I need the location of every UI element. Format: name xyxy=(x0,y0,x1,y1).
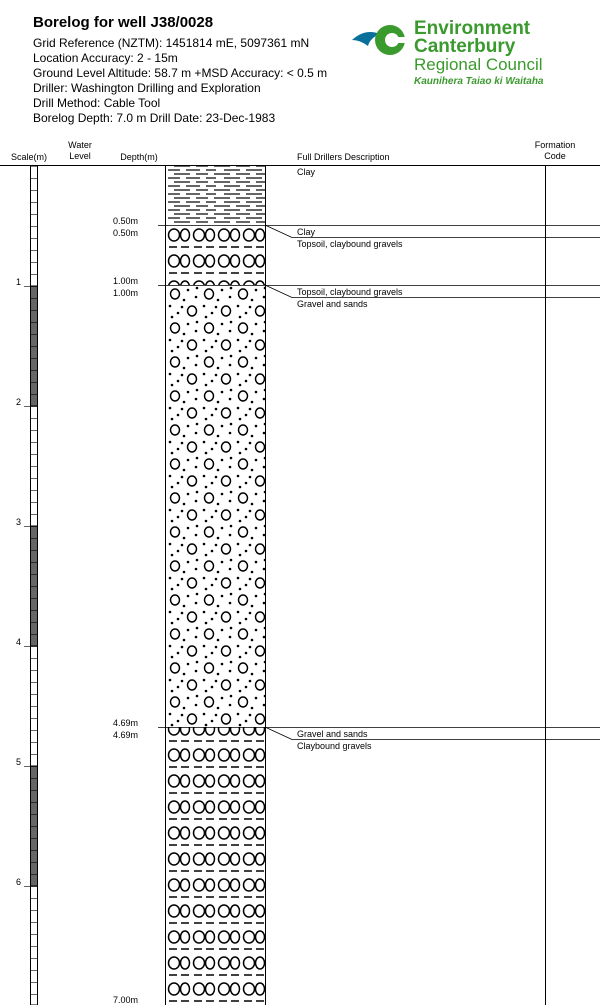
depth-label: 0.50m xyxy=(113,216,139,226)
col-water-header-1: Water xyxy=(68,140,92,150)
col-formation-header-1: Formation xyxy=(534,140,576,150)
layer-gravelsand-fill xyxy=(166,285,266,727)
logo-line-regional-council: Regional Council xyxy=(414,55,543,74)
depth-label: 1.00m xyxy=(113,276,139,286)
grid-reference: Grid Reference (NZTM): 1451814 mE, 5097361 mN xyxy=(33,36,310,50)
drill-method: Drill Method: Cable Tool xyxy=(33,96,161,110)
logo-line-canterbury: Canterbury xyxy=(414,36,516,57)
borelog-depth-date: Borelog Depth: 7.0 m Drill Date: 23-Dec-1983 xyxy=(33,111,276,125)
scale-label-1: 1 xyxy=(16,277,22,287)
lithology-column xyxy=(166,166,267,1005)
scale-block xyxy=(31,286,38,406)
col-water-header-2: Level xyxy=(69,151,91,161)
layer-description: Gravel and sands xyxy=(297,729,368,739)
layer-clay-fill xyxy=(166,166,266,225)
depth-label: 7.00m xyxy=(113,995,139,1005)
depth-label: 1.00m xyxy=(113,288,139,298)
depth-label: 4.69m xyxy=(113,730,139,740)
col-description-header: Full Drillers Description xyxy=(297,152,390,162)
layer-claybound-fill xyxy=(166,727,266,1005)
driller: Driller: Washington Drilling and Exploration xyxy=(33,81,261,95)
layer-description: Clay xyxy=(297,167,316,177)
logo-tagline: Kaunihera Taiao ki Waitaha xyxy=(414,76,544,87)
layer-description: Claybound gravels xyxy=(297,741,372,751)
layer-claygravel-fill xyxy=(166,225,266,285)
scale-label-6: 6 xyxy=(16,877,22,887)
borelog-title: Borelog for well J38/0028 xyxy=(33,14,214,31)
scale-label-2: 2 xyxy=(16,397,22,407)
col-depth-header: Depth(m) xyxy=(120,152,158,162)
scale-block xyxy=(31,766,38,886)
depth-label: 4.69m xyxy=(113,718,139,728)
ground-level-altitude: Ground Level Altitude: 58.7 m +MSD Accuracy: < 0.5 m xyxy=(33,66,328,80)
scale-label-5: 5 xyxy=(16,757,22,767)
scale-label-3: 3 xyxy=(16,517,22,527)
scale-block xyxy=(31,526,38,646)
layer-description: Topsoil, claybound gravels xyxy=(297,287,403,297)
col-formation-header-2: Code xyxy=(544,151,566,161)
col-scale-header: Scale(m) xyxy=(10,152,47,162)
scale-bar xyxy=(24,166,38,1005)
depth-label: 0.50m xyxy=(113,228,139,238)
layer-description: Gravel and sands xyxy=(297,299,368,309)
scale-label-4: 4 xyxy=(16,637,22,647)
layer-description: Clay xyxy=(297,227,316,237)
layer-description: Topsoil, claybound gravels xyxy=(297,239,403,249)
logo-line-environment: Environment xyxy=(414,18,531,39)
location-accuracy: Location Accuracy: 2 - 15m xyxy=(33,51,178,65)
